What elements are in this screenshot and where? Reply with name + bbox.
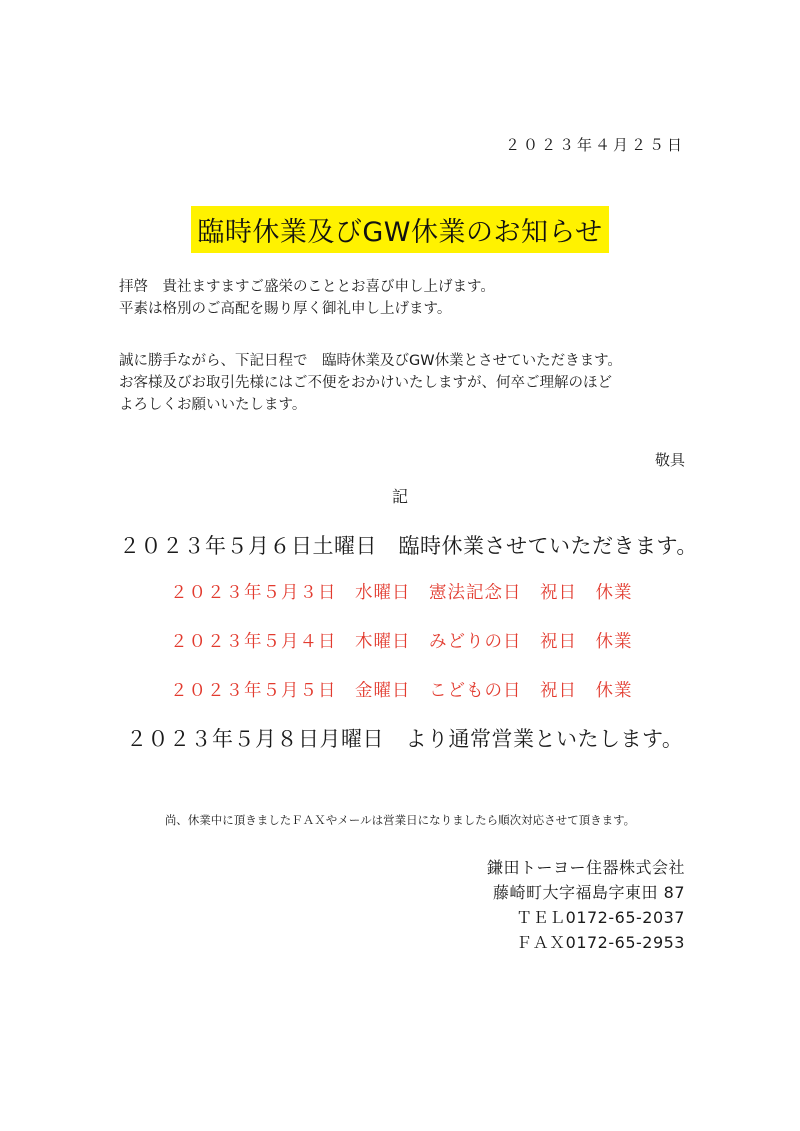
company-name: 鎌田トーヨー住器株式会社	[486, 858, 685, 877]
company-address: 藤崎町大字福島字東田 87	[493, 883, 685, 902]
temporary-closure-line: ２０２３年５月６日土曜日 臨時休業させていただきます。	[119, 534, 698, 558]
title-container	[0, 206, 800, 253]
greeting-paragraph	[119, 276, 495, 320]
ki-heading: 記	[391, 487, 408, 506]
company-tel: ＴＥＬ0172-65-2037	[516, 908, 685, 927]
body-line-1: 誠に勝手ながら、下記日程で 臨時休業及びGW休業とさせていただきます。	[119, 353, 622, 369]
document-date: ２０２３年４月２５日	[504, 136, 685, 154]
company-info	[487, 855, 685, 955]
document-title: 臨時休業及びGW休業のお知らせ	[191, 206, 608, 253]
body-line-2: お客様及びお取引先様にはご不便をおかけいたしますが、何卒ご理解のほど	[119, 375, 612, 391]
fax-email-note: 尚、休業中に頂きましたＦＡＸやメールは営業日になりましたら順次対応させて頂きます。	[164, 813, 636, 827]
greeting-line-1: 拝啓 貴社ますますご盛栄のこととお喜び申し上げます。	[119, 279, 495, 295]
holiday-line: ２０２３年５月３日 水曜日 憲法記念日 祝日 休業	[170, 583, 633, 603]
holiday-line: ２０２３年５月４日 木曜日 みどりの日 祝日 休業	[170, 632, 633, 652]
holiday-line: ２０２３年５月５日 金曜日 こどもの日 祝日 休業	[170, 681, 633, 701]
body-line-3: よろしくお願いいたします。	[119, 397, 307, 413]
resume-business-line: ２０２３年５月８日月曜日 より通常営業といたします。	[126, 727, 684, 751]
closing-keigu: 敬具	[654, 451, 685, 469]
greeting-line-2: 平素は格別のご高配を賜り厚く御礼申し上げます。	[119, 301, 452, 317]
company-fax: ＦＡＸ0172-65-2953	[516, 933, 685, 952]
body-paragraph	[119, 350, 622, 416]
